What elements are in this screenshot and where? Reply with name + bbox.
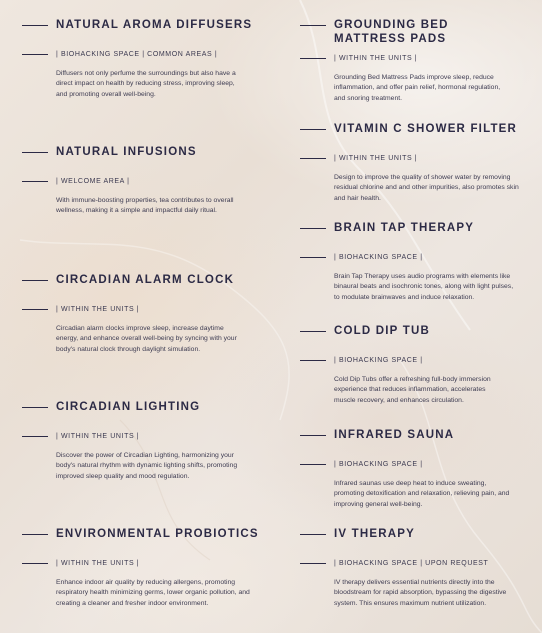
divider-line — [300, 435, 326, 436]
item-natural-aroma-diffusers — [22, 18, 292, 100]
item-title: NATURAL AROMA DIFFUSERS — [56, 19, 253, 31]
divider-line — [300, 331, 326, 332]
divider-line — [22, 534, 48, 535]
divider-line — [300, 129, 326, 130]
item-infrared-sauna — [300, 428, 530, 510]
item-description: Infrared saunas use deep heat to induce sweating, promoting detoxification and relaxation, relieving pain, and improving general well-being. — [334, 480, 510, 508]
item-title — [334, 18, 449, 46]
item-location: | WELCOME AREA | — [56, 178, 130, 185]
divider-line — [22, 152, 48, 153]
item-natural-infusions — [22, 145, 292, 217]
item-title-line1: GROUNDING BED — [334, 19, 449, 31]
divider-line — [22, 25, 48, 26]
divider-line — [22, 54, 48, 55]
item-description: Cold Dip Tubs offer a refreshing full-body immersion experience that reduces inflammation, accelerates muscle recovery, and enhances circulation. — [334, 376, 491, 404]
item-location: | WITHIN THE UNITS | — [56, 560, 140, 567]
item-title: INFRARED SAUNA — [334, 429, 455, 441]
item-circadian-lighting — [22, 400, 292, 482]
item-cold-dip-tub — [300, 324, 530, 406]
item-title: NATURAL INFUSIONS — [56, 146, 197, 158]
item-location: | WITHIN THE UNITS | — [334, 55, 418, 62]
divider-line — [300, 58, 326, 59]
item-title-line2: MATTRESS PADS — [334, 33, 447, 45]
item-description: Diffusers not only perfume the surroundings but also have a direct impact on health by reducing stress, improving sleep, and promoting overall well-being. — [56, 70, 236, 98]
item-description: Enhance indoor air quality by reducing allergens, promoting respiratory health minimizing germs, lower organic pollution, and creating a cleaner and fresher indoor environment. — [56, 579, 250, 607]
item-location: | BIOHACKING SPACE | COMMON AREAS | — [56, 51, 218, 58]
item-description: With immune-boosting properties, tea contributes to overall wellness, making it a simple and impactful daily ritual. — [56, 197, 234, 215]
item-description: Circadian alarm clocks improve sleep, increase daytime energy, and enhance overall well-being by syncing with your body's natural clock through daylight simulation. — [56, 325, 237, 353]
item-circadian-alarm-clock — [22, 273, 292, 355]
divider-line — [300, 464, 326, 465]
item-title: BRAIN TAP THERAPY — [334, 222, 475, 234]
item-description: Discover the power of Circadian Lighting, harmonizing your body's natural rhythm with dynamic lighting shifts, promoting improved sleep quality and mood regulation. — [56, 452, 238, 480]
item-brain-tap-therapy — [300, 221, 530, 303]
item-location: | BIOHACKING SPACE | — [334, 254, 423, 261]
item-vitamin-c-shower-filter — [300, 122, 530, 204]
divider-line — [300, 563, 326, 564]
item-title: ENVIRONMENTAL PROBIOTICS — [56, 528, 259, 540]
item-description: Brain Tap Therapy uses audio programs with elements like binaural beats and isochronic tones, along with light pulses, to modulate brainwaves and induce relaxation. — [334, 273, 514, 301]
item-location: | BIOHACKING SPACE | — [334, 357, 423, 364]
item-title: COLD DIP TUB — [334, 325, 430, 337]
item-grounding-bed-mattress-pads — [300, 18, 530, 104]
divider-line — [22, 309, 48, 310]
item-title: VITAMIN C SHOWER FILTER — [334, 123, 518, 135]
item-title: IV THERAPY — [334, 528, 416, 540]
divider-line — [300, 25, 326, 26]
item-location: | WITHIN THE UNITS | — [334, 155, 418, 162]
item-location: | WITHIN THE UNITS | — [56, 433, 140, 440]
divider-line — [300, 360, 326, 361]
item-title: CIRCADIAN LIGHTING — [56, 401, 201, 413]
divider-line — [300, 228, 326, 229]
divider-line — [22, 436, 48, 437]
item-iv-therapy — [300, 527, 530, 609]
item-environmental-probiotics — [22, 527, 292, 609]
item-location: | WITHIN THE UNITS | — [56, 306, 140, 313]
divider-line — [300, 257, 326, 258]
item-title: CIRCADIAN ALARM CLOCK — [56, 274, 235, 286]
divider-line — [300, 158, 326, 159]
divider-line — [22, 181, 48, 182]
divider-line — [22, 407, 48, 408]
item-description: IV therapy delivers essential nutrients directly into the bloodstream for rapid absorption, bypassing the digestive system. This ensures maximum nutrient utilization. — [334, 579, 507, 607]
divider-line — [300, 534, 326, 535]
item-description: Design to improve the quality of shower water by removing residual chlorine and and other impurities, also promotes skin and hair health. — [334, 174, 519, 202]
item-description: Grounding Bed Mattress Pads improve sleep, reduce inflammation, and offer pain relief, hormonal regulation, and snoring treatment. — [334, 74, 501, 102]
divider-line — [22, 280, 48, 281]
item-location: | BIOHACKING SPACE | — [334, 461, 423, 468]
divider-line — [22, 563, 48, 564]
item-location: | BIOHACKING SPACE | UPON REQUEST — [334, 560, 489, 567]
